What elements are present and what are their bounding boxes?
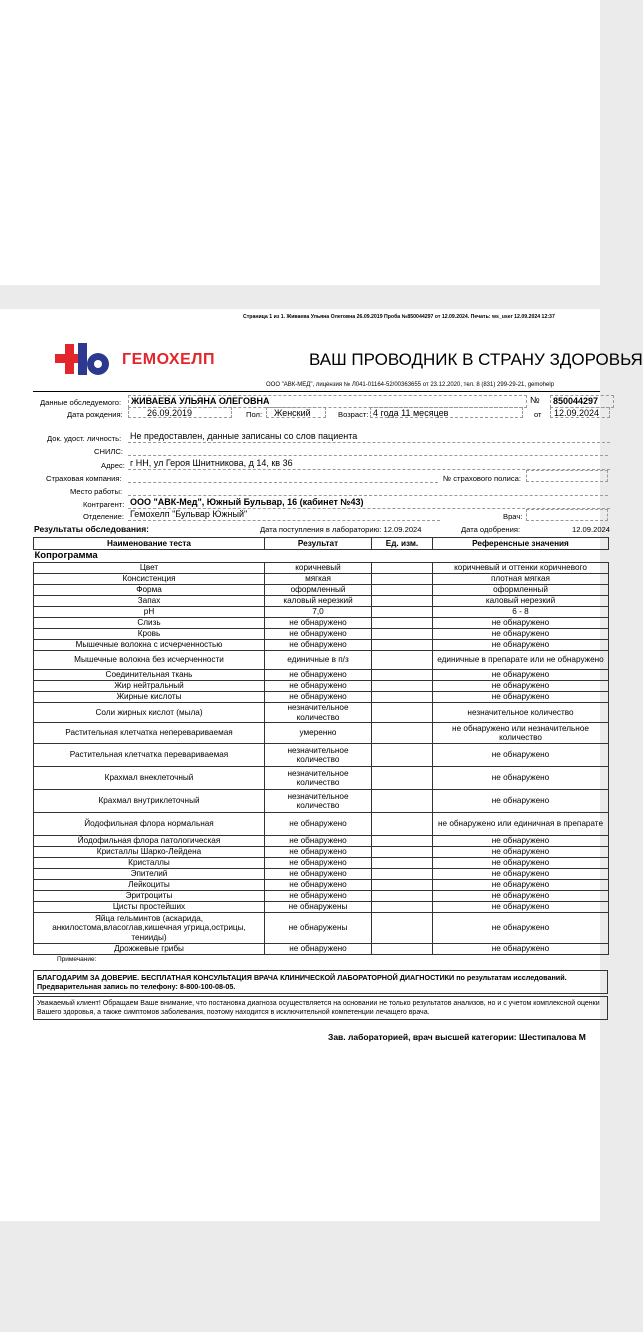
approved-label: Дата одобрения: <box>461 525 521 534</box>
cell-unit <box>372 723 433 744</box>
cell-unit <box>372 790 433 813</box>
cell-test-name: Форма <box>34 585 265 596</box>
cell-reference: не обнаружено <box>433 880 609 891</box>
age-value: 4 года 11 месяцев <box>370 407 523 418</box>
patient-name: ЖИВАЕВА УЛЬЯНА ОЛЕГОВНА <box>128 395 527 408</box>
doctor-value <box>526 509 608 521</box>
cell-test-name: Жирные кислоты <box>34 692 265 703</box>
cell-unit <box>372 670 433 681</box>
label-doctor: Врач: <box>503 512 523 521</box>
table-header-row <box>34 538 609 550</box>
cell-unit <box>372 880 433 891</box>
section-title: Копрограмма <box>34 550 98 562</box>
table-row <box>34 681 609 692</box>
cell-result: коричневый <box>265 563 372 574</box>
cell-reference: не обнаружено <box>433 869 609 880</box>
cell-result: не обнаружено <box>265 944 372 955</box>
cell-result: не обнаружено <box>265 670 372 681</box>
table-row <box>34 858 609 869</box>
license-line: ООО "АВК-МЕД", лицензия № Л041-01164-52/00363655 от 23.12.2020, тел. 8 (831) 299-29-21, gemohelp <box>266 382 555 388</box>
sex-value: Женский <box>266 407 326 418</box>
cell-result: не обнаружено <box>265 880 372 891</box>
cell-unit <box>372 703 433 723</box>
table-row <box>34 651 609 670</box>
cell-unit <box>372 847 433 858</box>
cell-result: не обнаружены <box>265 913 372 944</box>
cell-unit <box>372 836 433 847</box>
doc-value: Не предоставлен, данные записаны со слов пациента <box>128 431 610 443</box>
cell-result: не обнаружено <box>265 869 372 880</box>
cell-unit <box>372 902 433 913</box>
table-row <box>34 692 609 703</box>
brand-logo <box>52 342 114 381</box>
cell-unit <box>372 681 433 692</box>
cell-unit <box>372 744 433 767</box>
cell-test-name: Жир нейтральный <box>34 681 265 692</box>
table-row <box>34 913 609 944</box>
table-row <box>34 723 609 744</box>
snils-value <box>128 445 608 456</box>
label-address: Адрес: <box>101 461 125 470</box>
cell-reference: не обнаружено <box>433 902 609 913</box>
cell-result: не обнаружено <box>265 891 372 902</box>
label-no: № <box>530 395 540 405</box>
cell-test-name: pH <box>34 607 265 618</box>
label-department: Отделение: <box>83 512 124 521</box>
cell-reference: не обнаружено <box>433 681 609 692</box>
cell-reference: единичные в препарате или не обнаружено <box>433 651 609 670</box>
cell-test-name: Эритроциты <box>34 891 265 902</box>
department-value: Гемохелп "Бульвар Южный" <box>128 509 440 521</box>
cell-unit <box>372 629 433 640</box>
cell-unit <box>372 692 433 703</box>
approved-date: 12.09.2024 <box>572 525 611 534</box>
cell-reference: не обнаружено <box>433 692 609 703</box>
note-label: Примечание: <box>57 956 97 963</box>
cell-reference: каловый нерезкий <box>433 596 609 607</box>
cell-reference: незначительное количество <box>433 703 609 723</box>
cell-test-name: Соли жирных кислот (мыла) <box>34 703 265 723</box>
cell-unit <box>372 891 433 902</box>
cell-result: незначительное количество <box>265 767 372 790</box>
cell-unit <box>372 618 433 629</box>
cell-test-name: Кристаллы <box>34 858 265 869</box>
logo-mark-icon <box>52 342 114 376</box>
cell-test-name: Мышечные волокна без исчерченности <box>34 651 265 670</box>
cell-reference: не обнаружено <box>433 629 609 640</box>
cell-result: не обнаружено <box>265 692 372 703</box>
cell-result: не обнаружено <box>265 629 372 640</box>
table-row <box>34 836 609 847</box>
cell-test-name: Консистенция <box>34 574 265 585</box>
cell-test-name: Йодофильная флора патологическая <box>34 836 265 847</box>
cell-reference: оформленный <box>433 585 609 596</box>
cell-reference: не обнаружено <box>433 858 609 869</box>
cell-reference: не обнаружено <box>433 847 609 858</box>
cell-result: незначительное количество <box>265 703 372 723</box>
cell-test-name: Крахмал внеклеточный <box>34 767 265 790</box>
cell-reference: не обнаружено <box>433 640 609 651</box>
cell-test-name: Йодофильная флора нормальная <box>34 813 265 836</box>
cell-test-name: Кровь <box>34 629 265 640</box>
cell-test-name: Яйца гельминтов (аскарида, анкилостома,власоглав,кишечная угрица,острицы, тенииды) <box>34 913 265 944</box>
cell-result: не обнаружены <box>265 902 372 913</box>
cell-unit <box>372 813 433 836</box>
cell-reference: не обнаружено <box>433 913 609 944</box>
label-insurer: Страховая компания: <box>46 474 122 483</box>
signature-line: Зав. лабораторией, врач высшей категории: Шестипалова М <box>328 1032 586 1042</box>
contractor-value: ООО "АВК-Мед", Южный Бульвар, 16 (кабинет №43) <box>128 497 610 509</box>
section-row <box>34 550 609 563</box>
cell-reference: коричневый и оттенки коричневого <box>433 563 609 574</box>
dob-value: 26.09.2019 <box>128 407 232 418</box>
cell-reference: не обнаружено или единичная в препарате <box>433 813 609 836</box>
table-row <box>34 640 609 651</box>
header-result: Результат <box>265 538 372 550</box>
cell-unit <box>372 563 433 574</box>
cell-test-name: Запах <box>34 596 265 607</box>
cell-result: оформленный <box>265 585 372 596</box>
cell-test-name: Крахмал внутриклеточный <box>34 790 265 813</box>
cell-result: не обнаружено <box>265 618 372 629</box>
table-row <box>34 618 609 629</box>
cell-test-name: Растительная клетчатка неперевариваемая <box>34 723 265 744</box>
table-row <box>34 596 609 607</box>
table-row <box>34 880 609 891</box>
table-row <box>34 744 609 767</box>
cell-unit <box>372 585 433 596</box>
label-from: от <box>534 410 542 419</box>
cell-reference: не обнаружено <box>433 944 609 955</box>
table-row <box>34 891 609 902</box>
cell-unit <box>372 607 433 618</box>
sample-number: 850044297 <box>550 395 614 408</box>
cell-reference: плотная мягкая <box>433 574 609 585</box>
cell-test-name: Дрожжевые грибы <box>34 944 265 955</box>
cell-test-name: Эпителий <box>34 869 265 880</box>
table-row <box>34 790 609 813</box>
table-row <box>34 574 609 585</box>
table-row <box>34 902 609 913</box>
header-unit: Ед. изм. <box>372 538 433 550</box>
cell-test-name: Соединительная ткань <box>34 670 265 681</box>
cell-reference: не обнаружено или незначительное количество <box>433 723 609 744</box>
cell-reference: не обнаружено <box>433 891 609 902</box>
label-contractor: Контрагент: <box>83 500 125 509</box>
cell-test-name: Цвет <box>34 563 265 574</box>
cell-result: не обнаружено <box>265 836 372 847</box>
cell-unit <box>372 913 433 944</box>
cell-result: каловый нерезкий <box>265 596 372 607</box>
work-value <box>128 485 608 496</box>
cell-unit <box>372 574 433 585</box>
label-policy: № страхового полиса: <box>443 474 521 483</box>
cell-unit <box>372 858 433 869</box>
cell-result: не обнаружено <box>265 813 372 836</box>
table-row <box>34 767 609 790</box>
label-name: Данные обследуемого: <box>40 398 122 407</box>
cell-unit <box>372 651 433 670</box>
table-row <box>34 869 609 880</box>
cell-result: умеренно <box>265 723 372 744</box>
brand-slogan: ВАШ ПРОВОДНИК В СТРАНУ ЗДОРОВЬЯ <box>309 350 643 369</box>
header-ref: Референсные значения <box>433 538 609 550</box>
cell-test-name: Слизь <box>34 618 265 629</box>
cell-reference: не обнаружено <box>433 836 609 847</box>
label-doc: Док. удост. личность: <box>47 434 122 443</box>
label-work: Место работы: <box>70 487 123 496</box>
brand-name: ГЕМОХЕЛП <box>122 351 215 368</box>
received-date: Дата поступления в лабораторию: 12.09.2024 <box>260 525 422 534</box>
page-header-line: Страница 1 из 1. Живаева Ульяна Олеговна 26.09.2019 Проба №850044297 от 12.09.2024. Печать: ws_user 12.09.2024 12:37 <box>243 314 555 320</box>
table-row <box>34 847 609 858</box>
table-row <box>34 607 609 618</box>
address-value: г НН, ул Героя Шнитникова, д 14, кв 36 <box>128 458 610 470</box>
cell-unit <box>372 869 433 880</box>
cell-result: не обнаружено <box>265 847 372 858</box>
disclaimer-notice: Уважаемый клиент! Обращаем Ваше внимание, что постановка диагноза осуществляется на основании не только результатов анализов, но и с учетом комплексной оценки Вашего здоровья, а также симптомов заболевания, поэтому находится в исключительной компетенции лечащего врача. <box>33 996 608 1020</box>
label-snils: СНИЛС: <box>94 447 124 456</box>
cell-test-name: Лейкоциты <box>34 880 265 891</box>
header-test: Наименование теста <box>34 538 265 550</box>
cell-reference: не обнаружено <box>433 790 609 813</box>
cell-result: не обнаружено <box>265 681 372 692</box>
table-row <box>34 585 609 596</box>
cell-unit <box>372 767 433 790</box>
lab-report-page <box>0 309 643 1221</box>
results-table <box>33 537 609 955</box>
cell-result: 7,0 <box>265 607 372 618</box>
cell-result: единичные в п/з <box>265 651 372 670</box>
insurer-value <box>128 472 438 483</box>
cell-result: незначительное количество <box>265 744 372 767</box>
cell-unit <box>372 640 433 651</box>
cell-reference: не обнаружено <box>433 670 609 681</box>
cell-result: не обнаружено <box>265 640 372 651</box>
cell-unit <box>372 596 433 607</box>
cell-result: не обнаружено <box>265 858 372 869</box>
label-dob: Дата рождения: <box>67 410 123 419</box>
previous-page <box>0 0 600 285</box>
table-row <box>34 944 609 955</box>
label-sex: Пол: <box>246 410 263 419</box>
cell-reference: не обнаружено <box>433 744 609 767</box>
table-row <box>34 703 609 723</box>
cell-reference: 6 - 8 <box>433 607 609 618</box>
divider <box>33 391 600 392</box>
cell-result: мягкая <box>265 574 372 585</box>
policy-value <box>526 470 608 482</box>
table-row <box>34 629 609 640</box>
cell-unit <box>372 944 433 955</box>
cell-test-name: Цисты простейших <box>34 902 265 913</box>
table-row <box>34 813 609 836</box>
results-title: Результаты обследования: <box>34 524 150 534</box>
sample-date: 12.09.2024 <box>550 407 610 418</box>
cell-result: незначительное количество <box>265 790 372 813</box>
cell-test-name: Растительная клетчатка перевариваемая <box>34 744 265 767</box>
label-age: Возраст: <box>338 410 369 419</box>
cell-test-name: Кристаллы Шарко-Лейдена <box>34 847 265 858</box>
thanks-notice: БЛАГОДАРИМ ЗА ДОВЕРИЕ. БЕСПЛАТНАЯ КОНСУЛЬТАЦИЯ ВРАЧА КЛИНИЧЕСКОЙ ЛАБОРАТОРНОЙ ДИАГНОСТИКИ по результатам исследований. Предварительная запись по телефону: 8-800-100-08-05. <box>33 970 608 994</box>
cell-reference: не обнаружено <box>433 767 609 790</box>
cell-test-name: Мышечные волокна с исчерченностью <box>34 640 265 651</box>
cell-reference: не обнаружено <box>433 618 609 629</box>
table-row <box>34 670 609 681</box>
table-row <box>34 563 609 574</box>
